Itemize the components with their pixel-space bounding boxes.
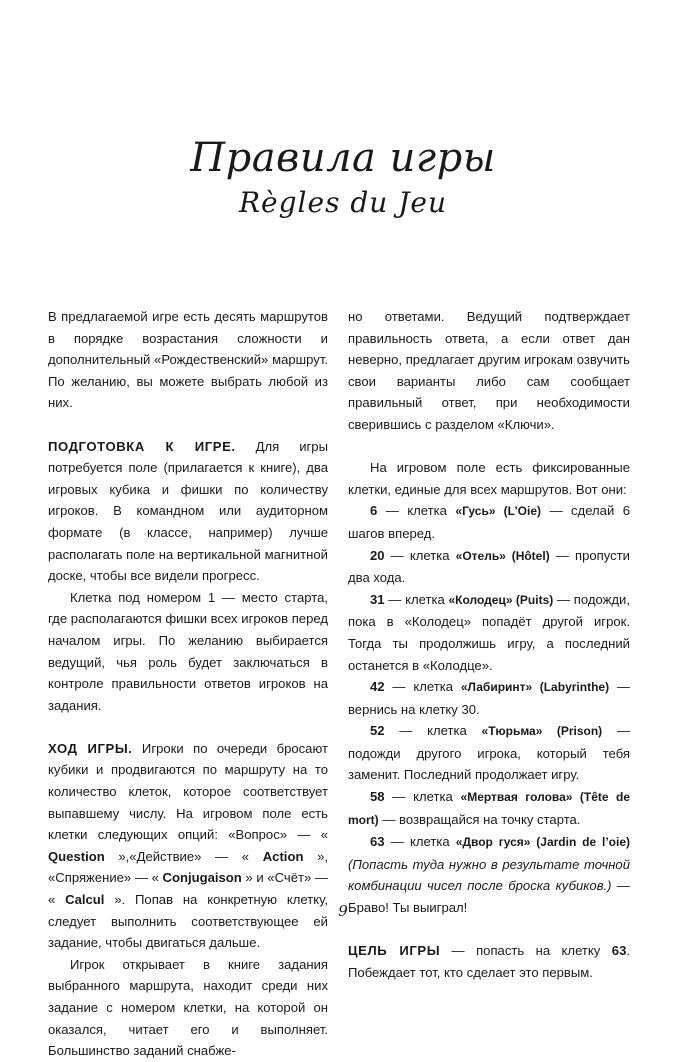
cell-31-rule <box>348 589 630 676</box>
cell-number: 20 <box>370 547 385 563</box>
cell-text: — подожди другого игрока, который тебя заменит. Последний продолжает игру. <box>348 723 630 783</box>
cell-number: 63 <box>370 834 385 850</box>
goal-text: — попасть на клетку <box>440 943 612 959</box>
continuation-paragraph: но ответами. Ведущий подтверждает правильность ответа, а если ответ дан неверно, предлагает другим игрокам озвучить свои варианты либо сам сообщает правильный ответ, при необходимости сверившись с разделом «Ключи». <box>348 309 630 432</box>
game-move-heading: ХОД ИГРЫ. <box>48 740 133 756</box>
term-question: Question <box>48 848 105 864</box>
term-action: Action <box>262 848 304 864</box>
preparation-paragraph <box>48 436 328 587</box>
cell-name: «Мертвая голова» (Tête de mort) <box>348 790 631 827</box>
cell-text: — возвращайся на точку старта. <box>378 811 581 827</box>
goal-heading: ЦЕЛЬ ИГРЫ <box>348 943 441 959</box>
game-move-text: Игроки по очереди бросают кубики и продвигаются по маршруту на то количество клеток, которое соответствует выпавшему числу. На игровом поле есть клетки следующих опций: «Вопрос» — « <box>48 740 328 843</box>
cell-name: «Отель» (Hôtel) <box>455 548 550 563</box>
cell-number: 6 <box>370 503 378 519</box>
preparation-heading: ПОДГОТОВКА К ИГРЕ. <box>48 438 236 454</box>
cell-text: — Браво! Ты выиграл! <box>348 878 631 916</box>
game-move-text: », «Спряжение» — « <box>48 848 328 886</box>
page-number: 9 <box>338 902 348 920</box>
right-column <box>348 306 630 983</box>
cell-name: «Двор гуся» (Jardin de l’oie) <box>455 835 630 850</box>
cell-name: «Гусь» (L’Oie) <box>455 504 542 519</box>
intro-paragraph: В предлагаемой игре есть десять маршрутов в порядке возрастания сложности и дополнительный «Рождественский» маршрут. По желанию, вы можете выбрать любой из них. <box>48 309 328 411</box>
cell-text: — клетка <box>384 547 456 563</box>
cell-note: (Попасть туда нужно в результате точной комбинации чисел после броска кубиков.) <box>348 856 630 894</box>
cell-text: — клетка <box>384 723 482 739</box>
page-title: Правила игры <box>190 135 496 181</box>
game-move-text: » и «Счёт» — « <box>48 870 329 908</box>
left-column <box>48 306 328 1062</box>
cell-text: — клетка <box>384 591 449 607</box>
cell-6-rule <box>348 500 630 544</box>
goal-paragraph <box>348 940 630 983</box>
title-block <box>0 136 686 220</box>
goal-text: . Побеждает тот, кто сделает это первым. <box>348 943 630 980</box>
game-move-paragraph <box>48 738 328 954</box>
cell-text: — пропусти два хода. <box>348 547 630 586</box>
cell-text: — подожди, пока в «Колодец» попадёт другой игрок. Тогда ты продолжишь игру, а последний останется в «Колодце». <box>348 591 631 673</box>
term-calcul: Calcul <box>65 892 105 908</box>
cell-52-rule <box>348 720 630 786</box>
game-move-text: ». Попав на конкретную клетку, следует выполнить соответствующее ей задание, чтобы двигаться дальше. <box>48 892 328 951</box>
cell-name: «Колодец» (Puits) <box>448 592 554 607</box>
goal-cell-number: 63 <box>611 943 627 959</box>
cell-number: 31 <box>370 591 385 607</box>
cell-text: — клетка <box>384 789 461 805</box>
cell-number: 52 <box>370 723 385 739</box>
cell-text: — клетка <box>384 679 461 695</box>
start-paragraph: Клетка под номером 1 — место старта, где располагаются фишки всех игроков перед началом игры. По желанию выбирается ведущий, чья роль будет заключаться в контроле правильности ответов игроков на задания. <box>48 589 328 713</box>
page-subtitle: Règles du Jeu <box>238 186 448 219</box>
cell-text: — клетка <box>377 503 456 519</box>
cell-text: — клетка <box>384 834 456 850</box>
game-move-text: »,«Действие» — « <box>104 848 263 864</box>
cell-name: «Тюрьма» (Prison) <box>481 724 603 739</box>
player-paragraph: Игрок открывает в книге задания выбранного маршрута, находит среди них задание с номером клетки, на которой он оказался, читает его и выполняет. Большинство заданий снабже- <box>48 956 328 1059</box>
cell-number: 58 <box>370 789 385 805</box>
term-conjugaison: Conjugaison <box>162 870 242 886</box>
cell-name: «Лабиринт» (Labyrinthe) <box>460 680 610 695</box>
cell-58-rule <box>348 786 630 831</box>
cell-number: 42 <box>370 679 385 695</box>
fixed-cells-intro: На игровом поле есть фиксированные клетки, единые для всех маршрутов. Вот они: <box>348 460 630 497</box>
preparation-text: Для игры потребуется поле (прилагается к книге), два игровых кубика и фишки по количеству игроков. В командном или аудиторном формате (в классе, например) лучше располагать поле на вертикальной магнитной доске, чтобы все видели прогресс. <box>48 438 328 584</box>
cell-20-rule <box>348 545 630 589</box>
cell-text: — сделай 6 шагов вперед. <box>348 503 631 541</box>
cell-text: — вернись на клетку 30. <box>348 679 631 717</box>
cell-42-rule <box>348 676 630 720</box>
